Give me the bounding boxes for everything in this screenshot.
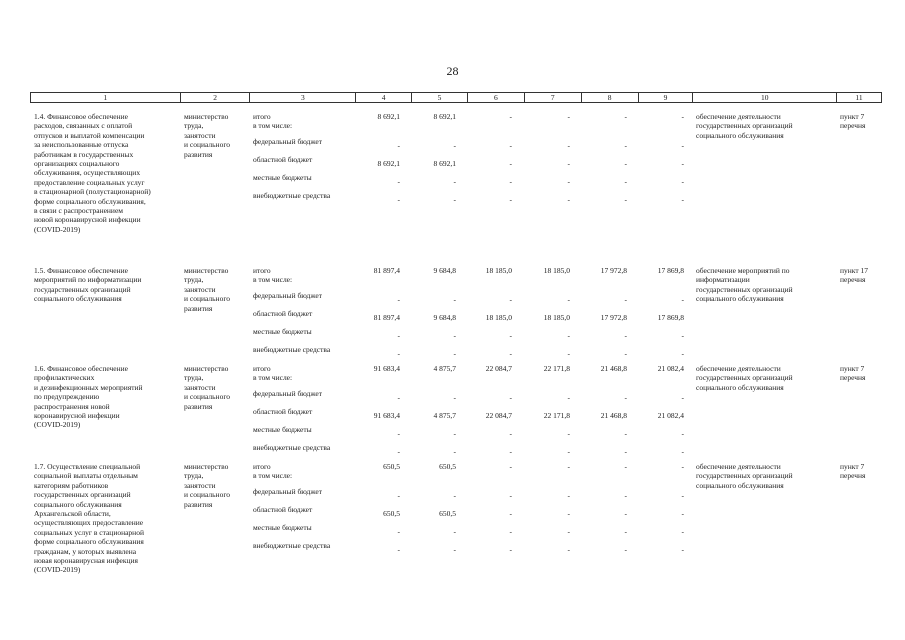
funding-source: итого [253,112,271,121]
event-title-line: предоставление социальных услуг [34,177,145,187]
executor [184,462,250,509]
event-title-line: 1.6. Финансовое обеспечение [34,364,128,373]
event-title [34,462,180,575]
expected-result-line: государственных организаций [696,284,793,294]
value-cell: - [397,545,400,554]
funding-source: итого [253,266,271,275]
value-cell: 91 683,4 [373,411,400,420]
expected-result-line: обеспечение деятельности [696,462,781,471]
value-cell: - [397,527,400,536]
value-cell: - [509,349,512,358]
executor-line: занятости [184,130,216,140]
value-cell: 650,5 [439,509,456,518]
value-cell: - [567,195,570,204]
value-cell: 81 897,4 [373,313,400,322]
funding-source: федеральный бюджет [253,487,323,496]
event-title-line: расходов, связанных с оплатой [34,121,133,131]
executor-line: занятости [184,284,216,294]
executor-line: и социального [184,294,230,304]
reference-line: перечня [840,471,866,481]
value-cell: - [624,545,627,554]
value-cell: - [453,447,456,456]
value-cell: - [624,393,627,402]
value-cell: - [509,331,512,340]
value-cell: - [624,177,627,186]
value-cell: - [509,491,512,500]
value-cell: - [453,545,456,554]
event-title-line: (COVID-2019) [34,224,81,234]
funding-source: областной бюджет [253,505,313,514]
funding-source: итого [253,364,271,373]
event-title-line: (COVID-2019) [34,565,81,575]
value-cell: - [624,447,627,456]
executor-line: развития [184,499,213,509]
event-title-line: коронавирусной инфекции [34,411,120,421]
value-cell: 18 185,0 [543,313,570,322]
event-title-line: форме социального обслуживания [34,537,144,547]
col-header-1: 1 [31,93,181,102]
value-cell: - [453,393,456,402]
value-cell: - [624,527,627,536]
value-cell: - [509,545,512,554]
value-cell: - [509,429,512,438]
col-header-3: 3 [250,93,356,102]
value-cell: - [681,295,684,304]
value-cell: - [397,295,400,304]
event-title-line: в стационарной (полустационарной) [34,187,151,197]
value-cell: 9 684,8 [433,313,456,322]
event-title [34,112,180,234]
col-header-10: 10 [693,93,837,102]
value-cell: - [509,177,512,186]
expected-result [696,462,836,490]
executor-line: занятости [184,480,216,490]
value-cell: 17 869,8 [657,313,684,322]
value-cell: 650,5 [383,462,400,471]
event-title-line: государственных организаций [34,490,131,500]
value-cell: - [397,393,400,402]
executor-line: труда, [184,275,204,285]
value-cell: - [681,112,684,121]
event-title-line: категориям работников [34,480,109,490]
reference-line: пункт 7 [840,364,865,373]
event-title-line: мероприятий по информатизации [34,275,142,285]
executor-line: развития [184,303,213,313]
value-cell: - [509,447,512,456]
value-cell: 21 468,8 [600,364,627,373]
value-cell: - [567,349,570,358]
value-cell: - [509,195,512,204]
funding-source: местные бюджеты [253,523,312,532]
funding-source: внебюджетные средства [253,541,331,550]
funding-source: в том числе: [253,373,293,383]
value-cell: - [681,195,684,204]
expected-result-line: государственных организаций [696,121,793,131]
value-cell: 18 185,0 [485,313,512,322]
col-header-7: 7 [525,93,582,102]
value-cell: - [624,295,627,304]
value-cell: - [624,509,627,518]
value-cell: - [509,462,512,471]
value-cell: - [397,195,400,204]
event-title [34,364,180,430]
event-title-line: Архангельской области, [34,509,111,519]
expected-result-line: государственных организаций [696,471,793,481]
value-cell: - [567,545,570,554]
funding-source: в том числе: [253,275,293,285]
value-cell: 650,5 [439,462,456,471]
event-title-line: форме социального обслуживания, [34,196,146,206]
value-cell: - [681,545,684,554]
event-title-line: за неиспользованные отпуска [34,140,129,150]
value-cell: - [681,429,684,438]
value-cell: 81 897,4 [373,266,400,275]
reference-line: перечня [840,373,866,383]
value-cell: 4 875,7 [433,411,456,420]
value-cell: 21 082,4 [657,411,684,420]
value-cell: - [567,112,570,121]
value-cell: - [453,177,456,186]
value-cell: - [624,112,627,121]
value-cell: - [509,295,512,304]
value-cell: 21 082,4 [657,364,684,373]
event-title-line: социальных услуг в стационарной [34,527,144,537]
funding-source: внебюджетные средства [253,345,331,354]
event-title-line: (COVID-2019) [34,420,81,430]
value-cell: - [397,491,400,500]
value-cell: 8 692,1 [377,112,400,121]
executor-line: занятости [184,382,216,392]
value-cell: - [624,462,627,471]
executor-line: министерство [184,364,229,373]
value-cell: 21 468,8 [600,411,627,420]
col-header-8: 8 [582,93,639,102]
executor-line: и социального [184,392,230,402]
value-cell: - [567,295,570,304]
funding-source: федеральный бюджет [253,137,323,146]
event-title-line: новая коронавирусная инфекция [34,556,139,566]
value-cell: - [509,393,512,402]
event-title-line: отпусков и выплатой компенсации [34,130,145,140]
value-cell: 22 171,8 [543,364,570,373]
value-cell: - [624,195,627,204]
value-cell: 4 875,7 [433,364,456,373]
executor-line: министерство [184,462,229,471]
value-cell: - [624,491,627,500]
funding-source: местные бюджеты [253,173,312,182]
event-title-line: 1.7. Осуществление специальной [34,462,141,471]
value-cell: - [453,527,456,536]
event-title-line: государственных организаций [34,284,131,294]
value-cell: - [567,491,570,500]
funding-source: внебюджетные средства [253,443,331,452]
value-cell: - [397,177,400,186]
executor-line: труда, [184,121,204,131]
value-cell: - [624,349,627,358]
event-title-line: организациях социального [34,159,120,169]
value-cell: - [567,527,570,536]
reference [840,266,880,285]
event-title-line: и дезинфекционных мероприятий [34,382,143,392]
funding-source: областной бюджет [253,155,313,164]
table-header [30,92,882,103]
event-title-line: по предупреждению [34,392,100,402]
value-cell: - [624,331,627,340]
value-cell: - [453,141,456,150]
value-cell: - [681,159,684,168]
event-title [34,266,180,304]
value-cell: - [567,141,570,150]
reference [840,462,880,481]
event-title-line: в связи с распространением [34,206,124,216]
value-cell: - [624,429,627,438]
expected-result-line: обеспечение деятельности [696,364,781,373]
expected-result-line: социального обслуживания [696,130,784,140]
value-cell: - [567,447,570,456]
value-cell: 91 683,4 [373,364,400,373]
value-cell: - [453,491,456,500]
col-header-11: 11 [855,93,863,102]
event-title-line: новой коронавирусной инфекции [34,215,141,225]
funding-source: федеральный бюджет [253,389,323,398]
expected-result [696,112,836,140]
funding-source: внебюджетные средства [253,191,331,200]
executor-line: министерство [184,112,229,121]
value-cell: - [681,141,684,150]
value-cell: - [453,295,456,304]
executor-line: труда, [184,471,204,481]
value-cell: 9 684,8 [433,266,456,275]
value-cell: - [453,195,456,204]
event-title-line: профилактических [34,373,95,383]
funding-source: итого [253,462,271,471]
value-cell: - [397,141,400,150]
reference-line: пункт 7 [840,112,865,121]
reference-line: перечня [840,275,866,285]
col-header-5: 5 [412,93,468,102]
value-cell: - [567,429,570,438]
value-cell: - [567,331,570,340]
expected-result-line: социального обслуживания [696,480,784,490]
expected-result [696,266,836,304]
value-cell: 17 869,8 [657,266,684,275]
value-cell: - [509,509,512,518]
value-cell: - [681,177,684,186]
value-cell: 18 185,0 [543,266,570,275]
executor [184,364,250,411]
value-cell: - [567,509,570,518]
reference-line: перечня [840,121,866,131]
value-cell: - [624,141,627,150]
funding-source: областной бюджет [253,309,313,318]
page-number: 28 [446,64,459,78]
col-header-2: 2 [181,93,251,102]
value-cell: - [567,462,570,471]
value-cell: - [681,393,684,402]
value-cell: - [397,331,400,340]
executor-line: труда, [184,373,204,383]
value-cell: - [509,527,512,536]
funding-source: в том числе: [253,471,293,481]
value-cell: 18 185,0 [485,266,512,275]
executor [184,112,250,159]
event-title-line: социальной выплаты отдельным [34,471,138,481]
value-cell: - [397,429,400,438]
expected-result-line: социального обслуживания [696,382,784,392]
value-cell: - [681,331,684,340]
value-cell: 17 972,8 [600,266,627,275]
value-cell: 8 692,1 [433,112,456,121]
expected-result [696,364,836,392]
value-cell: - [567,159,570,168]
col-header-6: 6 [468,93,525,102]
value-cell: - [681,349,684,358]
value-cell: - [681,509,684,518]
col-header-9: 9 [639,93,694,102]
event-title-line: обслуживания, осуществляющих [34,168,141,178]
event-title-line: 1.4. Финансовое обеспечение [34,112,128,121]
executor-line: и социального [184,490,230,500]
value-cell: - [509,141,512,150]
value-cell: - [397,447,400,456]
funding-source: областной бюджет [253,407,313,416]
reference [840,364,880,383]
expected-result-line: обеспечение мероприятий по [696,266,790,275]
value-cell: - [453,349,456,358]
reference [840,112,880,131]
event-title-line: распространения новой [34,401,110,411]
executor [184,266,250,313]
event-title-line: социального обслуживания [34,499,122,509]
value-cell: 17 972,8 [600,313,627,322]
value-cell: - [681,491,684,500]
value-cell: 22 171,8 [543,411,570,420]
executor-line: министерство [184,266,229,275]
value-cell: - [681,447,684,456]
col-header-4: 4 [356,93,412,102]
reference-line: пункт 17 [840,266,868,275]
expected-result-line: государственных организаций [696,373,793,383]
event-title-line: социального обслуживания [34,294,122,304]
funding-source: местные бюджеты [253,327,312,336]
value-cell: - [509,159,512,168]
value-cell: - [681,527,684,536]
value-cell: - [567,177,570,186]
executor-line: развития [184,149,213,159]
funding-source: местные бюджеты [253,425,312,434]
value-cell: - [681,462,684,471]
expected-result-line: информатизации [696,275,750,285]
value-cell: - [567,393,570,402]
expected-result-line: обеспечение деятельности [696,112,781,121]
value-cell: 22 084,7 [485,364,512,373]
value-cell: - [453,331,456,340]
event-title-line: осуществляющих предоставление [34,518,144,528]
value-cell: 22 084,7 [485,411,512,420]
reference-line: пункт 7 [840,462,865,471]
event-title-line: работникам в государственных [34,149,134,159]
value-cell: 650,5 [383,509,400,518]
value-cell: - [453,429,456,438]
funding-source: федеральный бюджет [253,291,323,300]
value-cell: 8 692,1 [433,159,456,168]
event-title-line: 1.5. Финансовое обеспечение [34,266,128,275]
value-cell: 8 692,1 [377,159,400,168]
expected-result-line: социального обслуживания [696,294,784,304]
executor-line: развития [184,401,213,411]
value-cell: - [624,159,627,168]
funding-source: в том числе: [253,121,293,131]
event-title-line: гражданам, у которых выявлена [34,546,137,556]
value-cell: - [509,112,512,121]
executor-line: и социального [184,140,230,150]
value-cell: - [397,349,400,358]
